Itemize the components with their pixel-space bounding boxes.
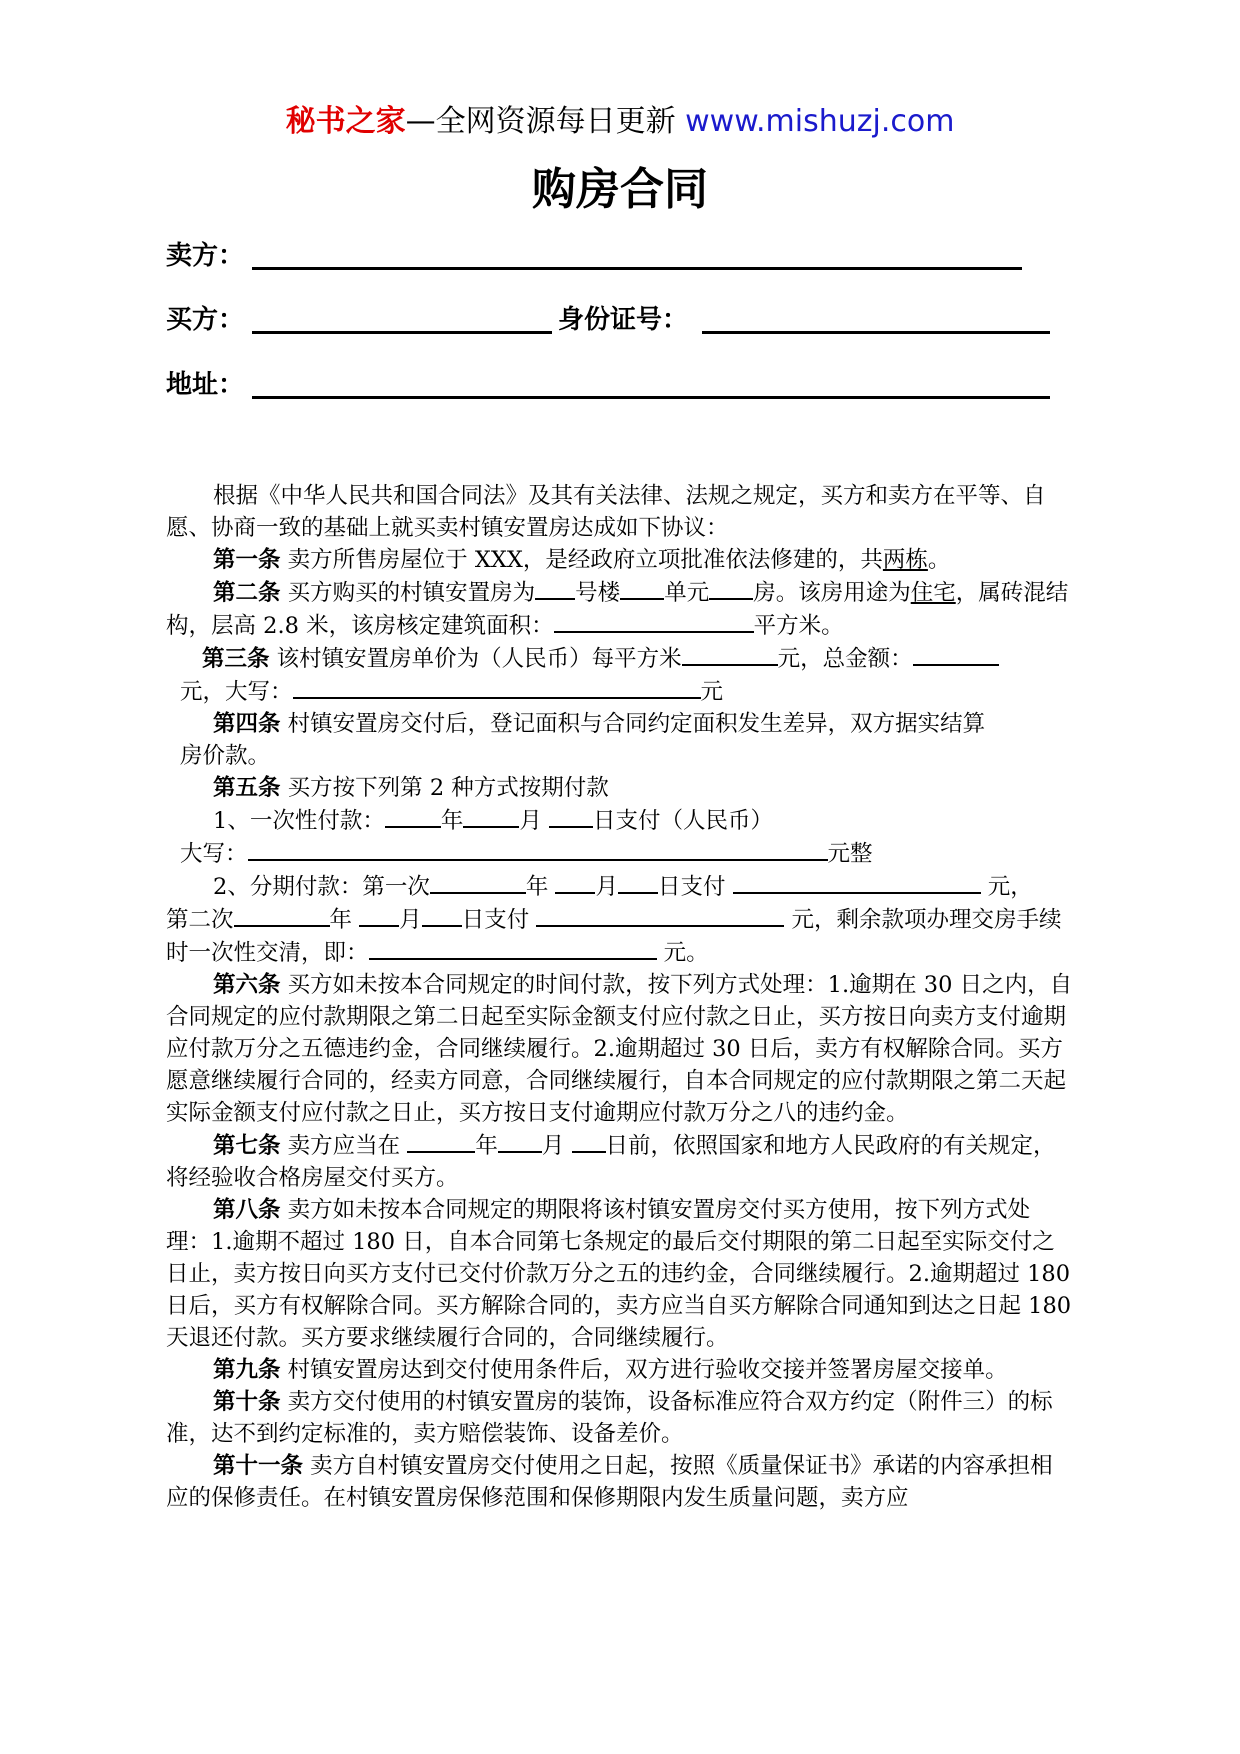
pay2-second-year-blank[interactable] — [234, 903, 330, 927]
unit-price-blank[interactable] — [682, 642, 778, 666]
seller-field — [166, 236, 1036, 276]
contract-body: 根据《中华人民共和国合同法》及其有关法律、法规之规定，买方和卖方在平等、自愿、协商一致的基础上就买卖村镇安置房达成如下协议： 第一条 卖方所售房屋位于 XXX，是经政府立项批准依法修建的，共两栋。 第二条 买方购买的村镇安置房为 号楼 单元 房。该房用途为住宅，属砖混结构，层高 2.8 米，该房核定建筑面积： 平方米。 第三条 该村镇安置房单价为（人民币）每平方米 元，总金额： 元，大写： 元 第四条 村镇安置房交付后，登记面积与合同约定面积发生差异，双方据实结算 房价款。 第五条 买方按下列第 2 种方式按期付款 1、一次性付款： 年 月 日支付（人民币） 大写： 元整 2、分期付款：第一次 年 月 日支付 元， 第二次 年 月 日支付 元，剩余款项办理交房手续时一次性交清，即： 元。 第六条 买方如未按本合同规定的时间付款，按下列方式处理：1.逾期在 30 日之内，自合同规定的应付款期限之第二日起至实际金额支付应付款之日止，买方按日向卖方支付逾期应付款万分之五德违约金，合同继续履行。2.逾期超过 30 日后，卖方有权解除合同。买方愿意继续履行合同的，经卖方同意，合同继续履行，自本合同规定的应付款期限之第二天起实际金额支付应付款之日止，买方按日支付逾期应付款万分之八的违约金。 第七条 卖方应当在 年 月 日前，依照国家和地方人民政府的有关规定，将经验收合格房屋交付买方。 第八条 卖方如未按本合同规定的期限将该村镇安置房交付买方使用，按下列方式处理：1.逾期不超过 180 日，自本合同第七条规定的最后交付期限的第二日起至实际交付之日止，卖方按日向买方支付已交付价款万分之五的违约金，合同继续履行。2.逾期超过 180 日后，买方有权解除合同。买方解除合同的，卖方应当自买方解除合同通知到达之日起 180 天退还付款。买方要求继续履行合同的，合同继续履行。 第九条 村镇安置房达到交付使用条件后，双方进行验收交接并签署房屋交接单。 第十条 卖方交付使用的村镇安置房的装饰，设备标准应符合双方约定（附件三）的标准，达不到约定标准的，卖方赔偿装饰、设备差价。 第十一条 卖方自村镇安置房交付使用之日起，按照《质量保证书》承诺的内容承担相应的保修责任。在村镇安置房保修范围和保修期限内发生质量问题，卖方应 — [166, 480, 1074, 1514]
clause-1-heading: 第一条 — [213, 547, 281, 573]
pay2-first-year-blank[interactable] — [430, 870, 526, 894]
delivery-day-blank[interactable] — [572, 1129, 606, 1153]
clause-1: 第一条 卖方所售房屋位于 XXX，是经政府立项批准依法修建的，共两栋。 — [213, 547, 951, 573]
unit-no-blank[interactable] — [620, 576, 664, 600]
clause-11: 第十一条 卖方自村镇安置房交付使用之日起，按照《质量保证书》承诺的内容承担相应的保修责任。在村镇安置房保修范围和保修期限内发生质量问题，卖方应 — [166, 1453, 1053, 1511]
pay2-second-amount-blank[interactable] — [536, 903, 784, 927]
header-tagline: —全网资源每日更新 — [405, 104, 686, 139]
seller-label: 卖方： — [166, 241, 245, 271]
amount-in-words-blank[interactable] — [293, 675, 701, 699]
room-no-blank[interactable] — [709, 576, 753, 600]
clause-11-heading: 第十一条 — [213, 1453, 304, 1479]
payment-option-1: 1、一次性付款： 年 月 日支付（人民币） — [166, 804, 1074, 837]
pay1-day-blank[interactable] — [549, 804, 593, 828]
total-amount-blank[interactable] — [913, 642, 999, 666]
intro-paragraph: 根据《中华人民共和国合同法》及其有关法律、法规之规定，买方和卖方在平等、自愿、协商一致的基础上就买卖村镇安置房达成如下协议： — [166, 483, 1046, 541]
building-no-blank[interactable] — [535, 576, 575, 600]
pay2-remaining-blank[interactable] — [369, 936, 657, 960]
pay1-month-blank[interactable] — [463, 804, 519, 828]
clause-3-heading: 第三条 — [202, 646, 270, 672]
pay2-first-month-blank[interactable] — [555, 870, 595, 894]
clause-8: 第八条 卖方如未按本合同规定的期限将该村镇安置房交付买方使用，按下列方式处理：1.逾期不超过 180 日，自本合同第七条规定的最后交付期限的第二日起至实际交付之日止，卖方按日向买方支付已交付价款万分之五的违约金，合同继续履行。2.逾期超过 180 日后，买方有权解除合同。买方解除合同的，卖方应当自买方解除合同通知到达之日起 180 天退还付款。买方要求继续履行合同的，合同继续履行。 — [166, 1197, 1072, 1351]
payment-option-2: 2、分期付款：第一次 年 月 日支付 元， 第二次 年 月 日支付 元，剩余款项办理交房手续时一次性交清，即： 元。 — [166, 870, 1074, 969]
clause-5-heading: 第五条 — [213, 775, 281, 801]
pay2-second-month-blank[interactable] — [359, 903, 399, 927]
clause-9-heading: 第九条 — [213, 1357, 281, 1383]
clause-8-heading: 第八条 — [213, 1197, 281, 1223]
id-number-blank-line[interactable] — [702, 331, 1050, 334]
clause-4-heading: 第四条 — [213, 711, 281, 737]
clause-10-heading: 第十条 — [213, 1389, 281, 1415]
seller-blank-line[interactable] — [252, 267, 1022, 270]
pay2-second-day-blank[interactable] — [422, 903, 462, 927]
clause-5: 第五条 买方按下列第 2 种方式按期付款 — [213, 775, 609, 801]
clause-3: 第三条 该村镇安置房单价为（人民币）每平方米 元，总金额： 元，大写： 元 — [166, 642, 1074, 708]
clause-6-heading: 第六条 — [213, 972, 281, 998]
id-number-label: 身份证号： — [558, 305, 689, 335]
address-label: 地址： — [166, 370, 245, 400]
clause-4: 第四条 村镇安置房交付后，登记面积与合同约定面积发生差异，双方据实结算 — [213, 711, 986, 737]
clause-7-heading: 第七条 — [213, 1133, 281, 1159]
buyer-blank-line[interactable] — [252, 331, 552, 334]
pay2-first-amount-blank[interactable] — [733, 870, 981, 894]
address-field — [166, 365, 1066, 405]
brand-name: 秘书之家 — [285, 104, 406, 139]
pay2-first-day-blank[interactable] — [618, 870, 658, 894]
buyer-label: 买方： — [166, 305, 245, 335]
pay1-year-blank[interactable] — [385, 804, 441, 828]
delivery-month-blank[interactable] — [498, 1129, 542, 1153]
clause-9: 第九条 村镇安置房达到交付使用条件后，双方进行验收交接并签署房屋交接单。 — [213, 1357, 1008, 1383]
area-blank[interactable] — [554, 609, 754, 633]
delivery-year-blank[interactable] — [407, 1129, 475, 1153]
document-title: 购房合同 — [532, 164, 708, 215]
clause-2: 第二条 买方购买的村镇安置房为 号楼 单元 房。该房用途为住宅，属砖混结构，层高 2.8 米，该房核定建筑面积： 平方米。 — [166, 576, 1074, 642]
clause-2-heading: 第二条 — [213, 580, 281, 606]
pay1-words-blank[interactable] — [248, 837, 828, 861]
site-header — [0, 102, 1240, 142]
address-blank-line[interactable] — [252, 396, 1050, 399]
clause-6: 第六条 买方如未按本合同规定的时间付款，按下列方式处理：1.逾期在 30 日之内，自合同规定的应付款期限之第二日起至实际金额支付应付款之日止，买方按日向卖方支付逾期应付款万分之五德违约金，合同继续履行。2.逾期超过 30 日后，卖方有权解除合同。买方愿意继续履行合同的，经卖方同意，合同继续履行，自本合同规定的应付款期限之第二天起实际金额支付应付款之日止，买方按日支付逾期应付款万分之八的违约金。 — [166, 972, 1073, 1126]
clause-7: 第七条 卖方应当在 年 月 日前，依照国家和地方人民政府的有关规定，将经验收合格房屋交付买方。 — [166, 1129, 1074, 1194]
site-url-link[interactable]: www.mishuzj.com — [685, 104, 955, 139]
clause-10: 第十条 卖方交付使用的村镇安置房的装饰，设备标准应符合双方约定（附件三）的标准，达不到约定标准的，卖方赔偿装饰、设备差价。 — [166, 1389, 1053, 1447]
buyer-field — [166, 300, 1066, 340]
